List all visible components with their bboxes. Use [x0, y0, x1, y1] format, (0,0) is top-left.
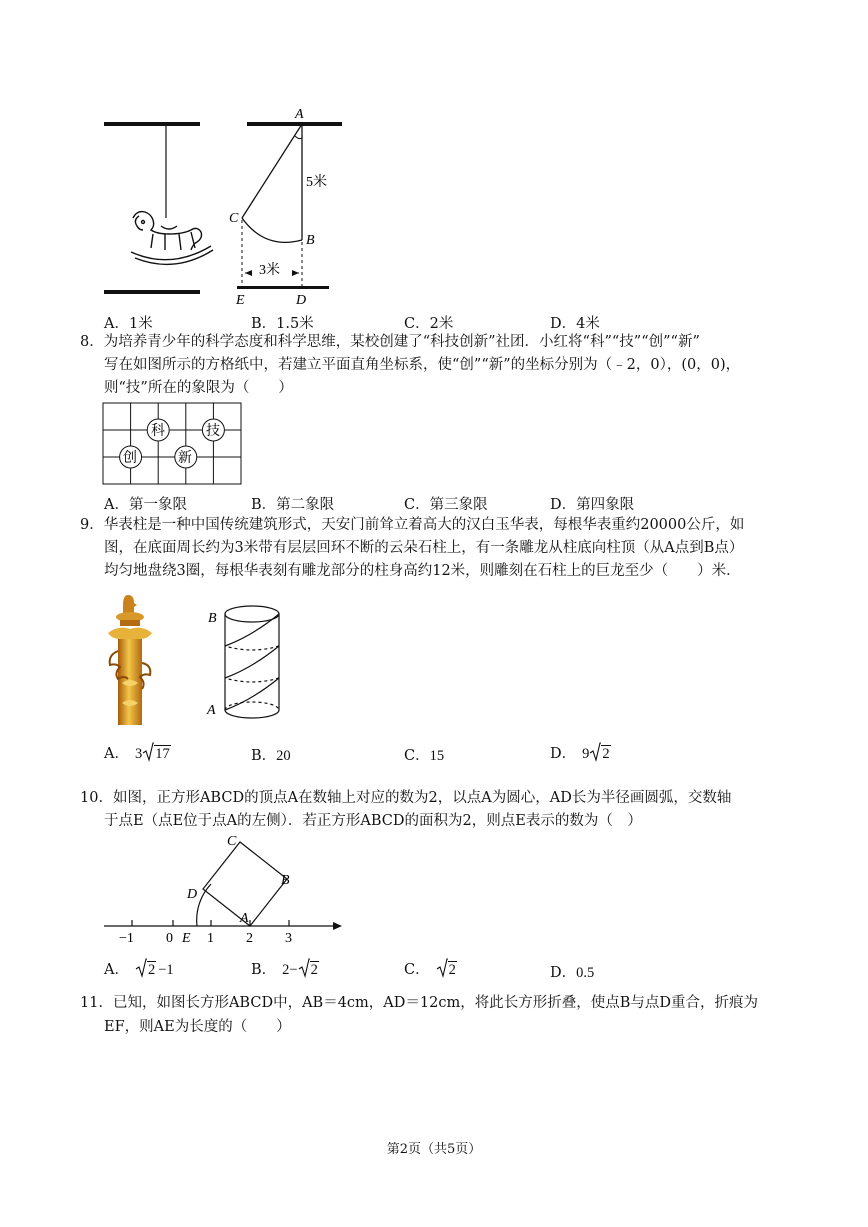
q7-label-A: A: [295, 107, 304, 122]
q10-text-line2: 于点E（点E位于点A的左侧）．若正方形ABCD的面积为2，则点E表示的数为（ ）: [104, 813, 642, 829]
q7-label-E: E: [236, 293, 245, 308]
q8-char-ke: 科: [151, 424, 165, 439]
q7-top-beam-left: [104, 122, 200, 126]
q7-label-B: B: [306, 233, 315, 248]
huabiao-image: [104, 593, 156, 727]
q9-label-A: A: [207, 703, 216, 718]
radical-icon: [135, 958, 147, 978]
q10-tick-0: 0: [166, 931, 173, 946]
q8-text-line2: 写在如图所示的方格纸中，若建立平面直角坐标系，使“创”“新”的坐标分别为（﹣2，0），(0，0)，: [104, 357, 741, 373]
q11-text-line2: EF，则AE为长度的（ ）: [104, 1019, 291, 1035]
q7-label-5m: 5米: [306, 175, 327, 190]
q10-option-c[interactable]: C． 2: [404, 958, 457, 979]
q9-helix-front: [225, 614, 279, 710]
q9-option-c[interactable]: C．15: [404, 748, 445, 764]
q10-label-E: E: [182, 931, 191, 946]
q8-text-line1: 8．为培养青少年的科学态度和科学思维，某校创建了“科技创新”社团．小红将“科”“技”“创”“新”: [80, 334, 700, 350]
q8-text-line3: 则“技”所在的象限为（ ）: [104, 380, 293, 396]
q8-option-d[interactable]: D．第四象限: [550, 497, 635, 513]
q11-text-line1: 11．已知，如图长方形ABCD中，AB＝4cm，AD＝12cm，将此长方形折叠，使点B与点D重合，折痕为: [80, 995, 758, 1011]
q9-label-B: B: [208, 611, 217, 626]
page-footer: 第2页（共5页）: [386, 1142, 482, 1157]
q7-arc-CB: [242, 218, 302, 242]
q7-label-D: D: [296, 293, 307, 308]
q10-tick-2: 2: [246, 931, 253, 946]
q8-char-chuang: 创: [123, 451, 137, 466]
q10-option-d[interactable]: D．0.5: [550, 965, 595, 981]
q7-figure: [95, 100, 355, 310]
q8-grid-figure: [102, 402, 244, 488]
q10-option-a[interactable]: A． 2 −1: [104, 958, 174, 979]
q7-segment-AC: [242, 124, 302, 218]
radical-icon: [589, 742, 601, 762]
q9-helix-back: [225, 646, 279, 682]
q9-option-b[interactable]: B．20: [251, 748, 291, 764]
q7-rocking-horse-icon: [131, 212, 213, 265]
q10-text-line1: 10．如图，正方形ABCD的顶点A在数轴上对应的数为2，以点A为圆心，AD长为半径画圆弧，交数轴: [80, 790, 732, 806]
q10-tick-1: 1: [207, 931, 214, 946]
q7-option-b[interactable]: B．1.5米: [251, 316, 314, 332]
q10-label-D: D: [187, 887, 198, 902]
radical-icon: [142, 742, 154, 762]
q7-angle-arc: [295, 136, 302, 139]
q10-figure: [100, 828, 350, 948]
q8-option-b[interactable]: B．第二象限: [251, 497, 335, 513]
q10-tick-3: 3: [285, 931, 292, 946]
q9-text-line3: 均匀地盘绕3圈，每根华表刻有雕龙部分的柱身高约12米，则雕刻在石柱上的巨龙至少（ ）米．: [104, 563, 741, 579]
q8-option-c[interactable]: C．第三象限: [404, 497, 488, 513]
q10-label-C: C: [227, 834, 237, 849]
q9-cylinder-figure: [202, 600, 292, 726]
q7-option-c[interactable]: C．2米: [404, 316, 454, 332]
q10-label-B: B: [281, 873, 290, 888]
q9-text-line1: 9．华表柱是一种中国传统建筑形式，天安门前耸立着高大的汉白玉华表，每根华表重约20000公斤，如: [80, 517, 745, 533]
q8-option-a[interactable]: A．第一象限: [104, 497, 187, 513]
radical-icon: [298, 958, 310, 978]
q10-option-b[interactable]: B． 2− 2: [251, 958, 319, 979]
q8-char-xin: 新: [178, 451, 192, 466]
q9-text-line2: 图，在底面周长约为3米带有层层回环不断的云朵石柱上，有一条雕龙从柱底向柱顶（从A点到B点）: [104, 540, 744, 556]
q7-option-a[interactable]: A．1米: [104, 316, 153, 332]
q9-option-d[interactable]: D． 9 2: [550, 742, 611, 763]
q9-option-a[interactable]: A． 3 17: [104, 742, 171, 763]
q7-label-C: C: [229, 211, 239, 226]
q7-floor-right: [237, 286, 329, 289]
q10-label-A: A: [240, 911, 249, 926]
q7-floor-left: [104, 290, 200, 294]
radical-icon: [436, 958, 448, 978]
q8-char-ji: 技: [206, 424, 220, 439]
q7-option-d[interactable]: D．4米: [550, 316, 600, 332]
q10-tick--1: −1: [119, 931, 134, 946]
q7-label-3m: 3米: [259, 263, 280, 278]
q7-top-beam-right: [247, 122, 342, 126]
